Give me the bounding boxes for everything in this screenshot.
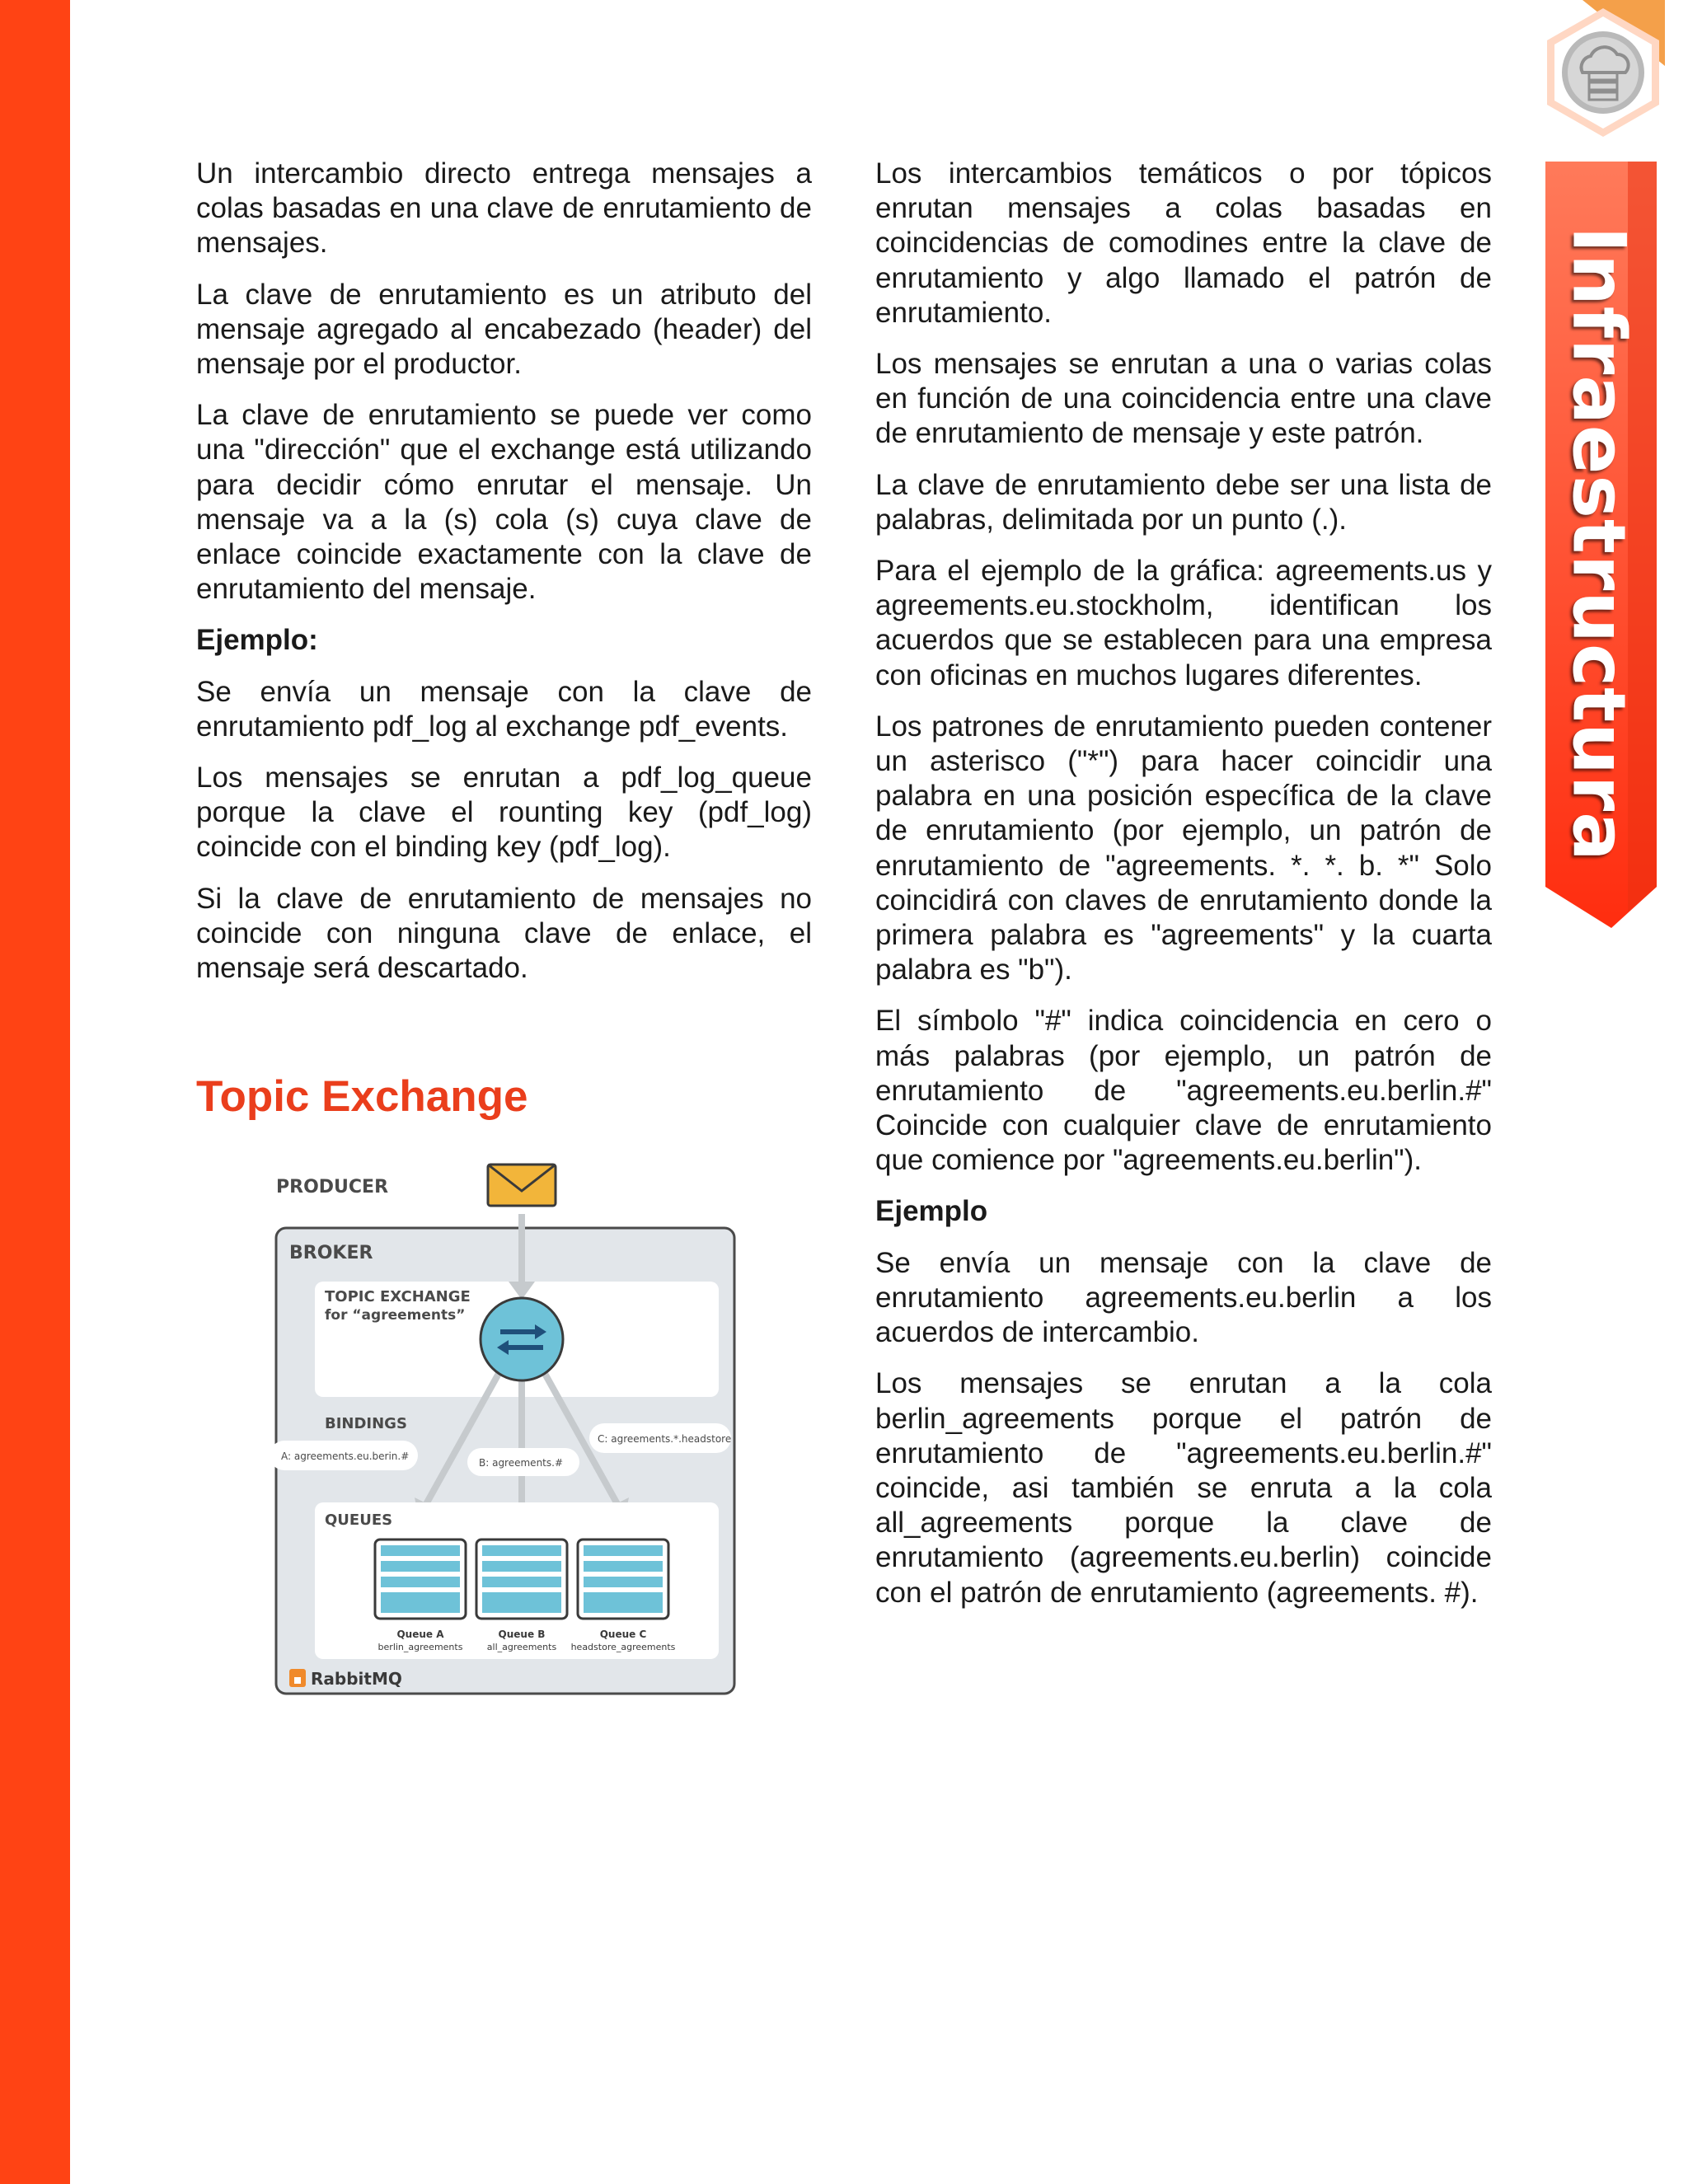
exchange-node (481, 1298, 563, 1380)
left-accent-bar (0, 0, 70, 2184)
paragraph: Para el ejemplo de la gráfica: agreements.us y agreements.eu.stockholm, identifican los acuerdos que se establecen para una empresa con oficinas en muchos lugares diferentes. (875, 555, 1492, 691)
paragraph: Se envía un mensaje con la clave de enrutamiento agreements.eu.berlin a los acuerdos de intercambio. (875, 1246, 1492, 1349)
paragraph: La clave de enrutamiento se puede ver como una "dirección" que el exchange está utilizando para decidir cómo enrutar el mensaje. Un mensaje va a la (s) cola (s) cuya clave de enlace coincide exactamente con la clave de enrutamiento del mensaje. (196, 399, 812, 606)
producer-label: PRODUCER (276, 1177, 389, 1197)
binding-c-bubble (589, 1423, 731, 1453)
right-column (875, 157, 1492, 1627)
queue-a-key: berlin_agreements (377, 1642, 463, 1652)
queue-b-key: all_agreements (486, 1642, 557, 1652)
paragraph: Los intercambios temáticos o por tópicos enrutan mensajes a colas basadas en coincidencias de comodines entre la clave de enrutamiento y algo llamado el patrón de enrutamiento. (875, 157, 1492, 329)
bindings-label: BINDINGS (325, 1415, 407, 1432)
queue-c-key: headstore_agreements (570, 1642, 676, 1652)
example-heading: Ejemplo (875, 1195, 988, 1228)
paragraph: Los mensajes se enrutan a pdf_log_queue porque la clave el rounting key (pdf_log) coincide con el binding key (pdf_log). (196, 762, 812, 864)
paragraph: La clave de enrutamiento es un atributo del mensaje agregado al encabezado (header) del mensaje por el productor. (196, 278, 812, 381)
example-heading: Ejemplo: (196, 624, 318, 657)
envelope-icon (488, 1165, 556, 1206)
rabbitmq-logo-icon (289, 1669, 306, 1687)
binding-b-bubble (467, 1448, 579, 1476)
binding-a-bubble (270, 1441, 418, 1470)
topic-exchange-diagram (270, 1150, 743, 1702)
paragraph: Un intercambio directo entrega mensajes a colas basadas en una clave de enrutamiento de mensajes. (196, 157, 812, 260)
binding-a-label: A: agreements.eu.berin.# (281, 1451, 410, 1462)
paragraph: El símbolo "#" indica coincidencia en cero o más palabras (por ejemplo, un patrón de enrutamiento de "agreements.eu.berlin.#" Coincide con cualquier clave de enrutamiento que comience por "agreements.eu.berlin"). (875, 1005, 1492, 1177)
ribbon-title: Infraestructura (1556, 226, 1642, 862)
queues-label: QUEUES (325, 1511, 393, 1529)
left-column (196, 157, 812, 1002)
rabbitmq-brand: RabbitMQ (311, 1669, 402, 1689)
paragraph: Si la clave de enrutamiento de mensajes no coincide con ninguna clave de enlace, el mensaje será descartado. (196, 882, 812, 985)
paragraph: La clave de enrutamiento debe ser una lista de palabras, delimitada por un punto (.). (875, 468, 1492, 536)
queue-b-name: Queue B (498, 1629, 546, 1640)
paragraph: Los patrones de enrutamiento pueden contener un asterisco ("*") para hacer coincidir una palabra en una posición específica de la clave de enrutamiento (por ejemplo, un patrón de enrutamiento de "agreements. *. *. b. *" Solo coincidirá con claves de enrutamiento donde la primera palabra es "agreements" y la cuarta palabra es "b"). (875, 710, 1492, 987)
exchange-title: TOPIC EXCHANGE (325, 1288, 471, 1305)
binding-c-label: C: agreements.*.headstore (598, 1433, 732, 1445)
paragraph: Los mensajes se enrutan a la cola berlin_agreements porque el patrón de enrutamiento de "agreements.eu.berlin.#" coincide, asi también se enruta a la cola all_agreements porque la clave de enrutamiento (agreements.eu.berlin) coincide con el patrón de enrutamiento (agreements. #). (875, 1367, 1492, 1609)
broker-label: BROKER (289, 1243, 373, 1263)
section-title: Topic Exchange (196, 1072, 528, 1121)
exchange-subtitle: for “agreements” (325, 1307, 466, 1324)
queue-a-name: Queue A (396, 1629, 444, 1640)
paragraph: Los mensajes se enrutan a una o varias colas en función de una coincidencia entre una clave de enrutamiento de mensaje y este patrón. (875, 348, 1492, 450)
queue-c-name: Queue C (599, 1629, 647, 1640)
paragraph: Se envía un mensaje con la clave de enrutamiento pdf_log al exchange pdf_events. (196, 675, 812, 743)
binding-b-label: B: agreements.# (479, 1457, 563, 1469)
